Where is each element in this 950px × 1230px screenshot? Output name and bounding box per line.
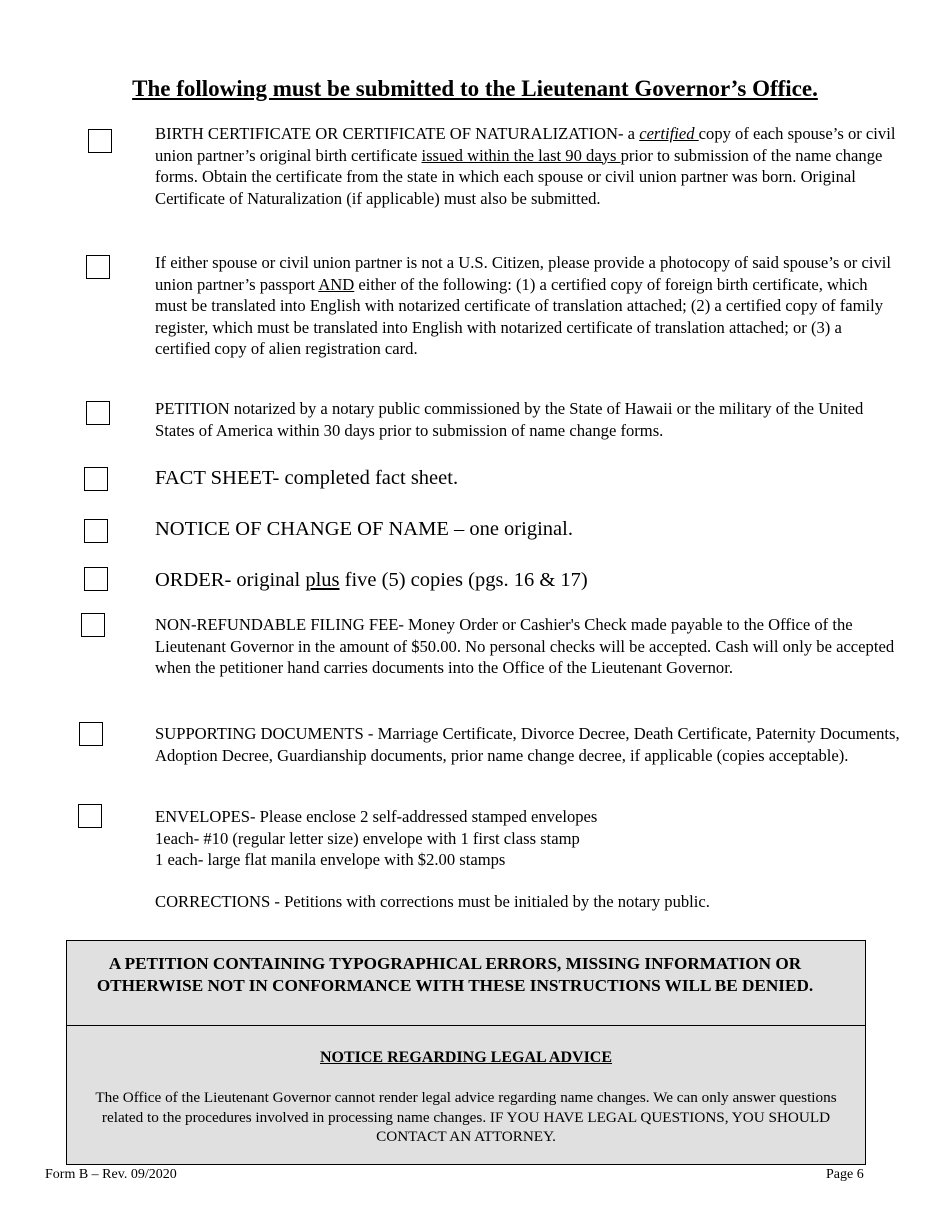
- page-number: Page 6: [826, 1167, 864, 1182]
- fact-sheet-checkbox[interactable]: [84, 467, 108, 491]
- foreign-lead: If either spouse or civil union partner is not a U.S. Citizen, please provide a photocopy of said spouse’s or civil union partner’s passport: [155, 253, 891, 294]
- legal-notice-text: The Office of the Lieutenant Governor cannot render legal advice regarding name changes. We can only answer questions related to the procedures involved in processing name changes. IF YOU HAVE LEGAL QUESTIONS, YOU SHOULD CONTACT AN ATTORNEY.: [95, 1089, 837, 1146]
- supporting-documents-item: SUPPORTING DOCUMENTS - Marriage Certificate, Divorce Decree, Death Certificate, Paternity Documents, Adoption Decree, Guardianship documents, prior name change decree, if applicable (copies acceptable).: [155, 724, 900, 765]
- notice-item: NOTICE OF CHANGE OF NAME – one original.: [155, 518, 573, 540]
- order-checkbox[interactable]: [84, 567, 108, 591]
- supporting-documents-checkbox[interactable]: [79, 722, 103, 746]
- corrections-item: CORRECTIONS - Petitions with corrections must be initialed by the notary public.: [155, 892, 710, 911]
- birth-certified: certified: [639, 124, 699, 143]
- foreign-citizen-item: [155, 252, 900, 360]
- fact-sheet-item: FACT SHEET- completed fact sheet.: [155, 467, 459, 489]
- birth-rest: prior to submission of the name change forms. Obtain the certificate from the state in which each spouse or civil union partner was born. Original Certificate of Naturalization (if applicable) must also be submitted.: [155, 145, 883, 208]
- legal-notice-heading: NOTICE REGARDING LEGAL ADVICE: [319, 1049, 613, 1066]
- order-plus: plus: [305, 569, 340, 591]
- notice-checkbox[interactable]: [84, 519, 108, 543]
- form-revision: Form B – Rev. 09/2020: [45, 1167, 177, 1182]
- warning-text: A PETITION CONTAINING TYPOGRAPHICAL ERRORS, MISSING INFORMATION OR OTHERWISE NOT IN CONFORMANCE WITH THESE INSTRUCTIONS WILL BE DENIED.: [96, 954, 814, 995]
- order-item: [155, 567, 900, 593]
- legal-notice-box: [66, 1025, 866, 1165]
- envelopes-line-3: 1 each- large flat manila envelope with $2.00 stamps: [155, 850, 506, 869]
- birth-issued: issued within the last 90 days: [421, 145, 621, 165]
- foreign-citizen-checkbox[interactable]: [86, 255, 110, 279]
- envelopes-line-1: ENVELOPES- Please enclose 2 self-addressed stamped envelopes: [155, 807, 598, 826]
- petition-checkbox[interactable]: [86, 401, 110, 425]
- birth-lead: BIRTH CERTIFICATE OR CERTIFICATE OF NATURALIZATION- a: [155, 124, 640, 143]
- filing-fee-checkbox[interactable]: [81, 613, 105, 637]
- order-rest: five (5) copies (pgs. 16 & 17): [339, 569, 588, 591]
- envelopes-line-2: 1each- #10 (regular letter size) envelope with 1 first class stamp: [155, 828, 580, 848]
- filing-fee-item: NON-REFUNDABLE FILING FEE- Money Order or Cashier's Check made payable to the Office of the Lieutenant Governor in the amount of $50.00. No personal checks will be accepted. Cash will only be accepted when the petitioner hand carries documents into the Office of the Lieutenant Governor.: [155, 615, 895, 677]
- petition-item: PETITION notarized by a notary public commissioned by the State of Hawaii or the military of the United States of America within 30 days prior to submission of name change forms.: [155, 399, 864, 440]
- envelopes-item: [155, 806, 900, 871]
- foreign-and: AND: [318, 274, 355, 294]
- page-title: The following must be submitted to the Lieutenant Governor’s Office.: [132, 76, 818, 101]
- birth-certificate-item: [155, 123, 900, 209]
- envelopes-checkbox[interactable]: [78, 804, 102, 828]
- foreign-rest: either of the following: (1) a certified copy of foreign birth certificate, which must be translated into English with notarized certificate of translation attached; (2) a certified copy of family register, which must be translated into English with notarized certificate of translation attached; or (3) a certified copy of alien registration card.: [155, 274, 884, 358]
- warning-box: [66, 940, 866, 1026]
- order-lead: ORDER- original: [155, 569, 306, 591]
- birth-mid: copy of each spouse’s or civil union partner’s original birth certificate: [155, 124, 896, 165]
- birth-certificate-checkbox[interactable]: [88, 129, 112, 153]
